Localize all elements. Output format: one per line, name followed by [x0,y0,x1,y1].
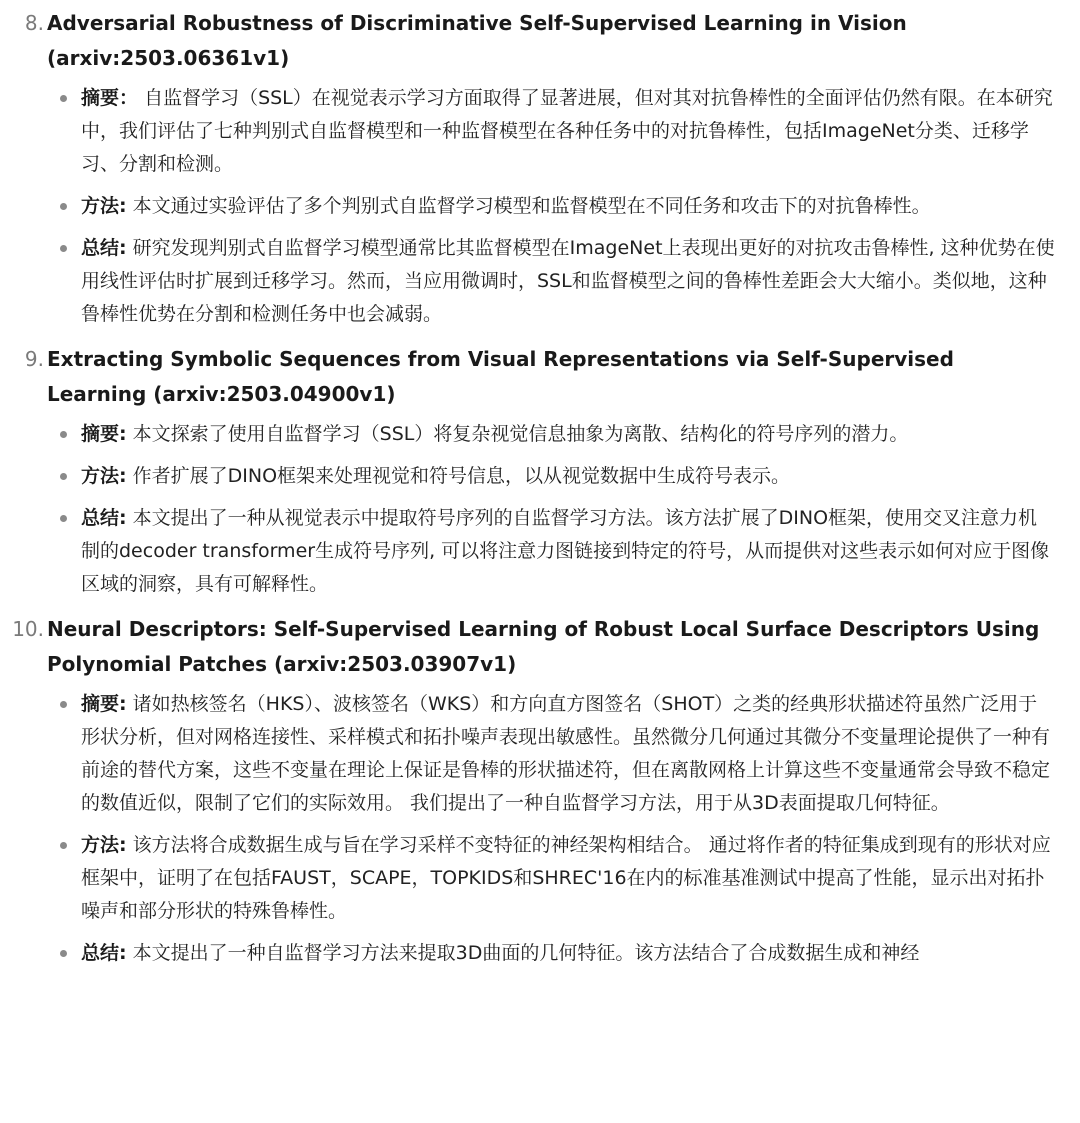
point-method [47,190,1056,223]
bullet-dot-icon [60,515,67,522]
paper-title: Adversarial Robustness of Discriminative Self-Supervised Learning in Vision (arxiv:2503.06361v1) [47,11,907,70]
paper-title: Extracting Symbolic Sequences from Visual Representations via Self-Supervised Learning (arxiv:2503.04900v1) [47,347,954,406]
point-label: 总结: [81,237,127,259]
point-label: 总结: [81,507,127,529]
point-text: 本文通过实验评估了多个判别式自监督学习模型和监督模型在不同任务和攻击下的对抗鲁棒性。 [132,195,931,217]
paper-points [47,418,1056,601]
point-label: 方法: [81,195,127,217]
point-text: 自监督学习（SSL）在视觉表示学习方面取得了显著进展，但对其对抗鲁棒性的全面评估仍然有限。在本研究中，我们评估了七种判别式自监督模型和一种监督模型在各种任务中的对抗鲁棒性，包括ImageNet分类、迁移学习、分割和检测。 [81,87,1053,175]
paper-number: 9. [24,347,44,371]
point-text: 本文提出了一种自监督学习方法来提取3D曲面的几何特征。该方法结合了合成数据生成和神经 [132,942,920,964]
point-method [47,460,1056,493]
point-label: 方法: [81,465,127,487]
point-method [47,829,1056,928]
point-label: 总结: [81,942,127,964]
bullet-dot-icon [60,701,67,708]
bullet-dot-icon [60,95,67,102]
point-text: 该方法将合成数据生成与旨在学习采样不变特征的神经架构相结合。 通过将作者的特征集成到现有的形状对应框架中，证明了在包括FAUST，SCAPE，TOPKIDS和SHREC'16在内的标准基准测试中提高了性能，显示出对拓扑噪声和部分形状的特殊鲁棒性。 [81,834,1051,922]
bullet-dot-icon [60,203,67,210]
bullet-dot-icon [60,842,67,849]
paper-points [47,688,1056,970]
paper-title: Neural Descriptors: Self-Supervised Learning of Robust Local Surface Descriptors Using Polynomial Patches (arxiv:2503.03907v1) [47,617,1040,676]
paper-item [0,340,1056,601]
point-label: 摘要： [81,87,139,109]
bullet-dot-icon [60,473,67,480]
point-abstract [47,418,1056,451]
point-summary [47,232,1056,331]
point-text: 本文探索了使用自监督学习（SSL）将复杂视觉信息抽象为离散、结构化的符号序列的潜力。 [132,423,909,445]
point-text: 本文提出了一种从视觉表示中提取符号序列的自监督学习方法。该方法扩展了DINO框架，使用交叉注意力机制的decoder transformer生成符号序列, 可以将注意力图链接到特定的符号，从而提供对这些表示如何对应于图像区域的洞察，具有可解释性。 [81,507,1050,595]
paper-item [0,4,1056,331]
point-abstract [47,82,1056,181]
point-label: 方法: [81,834,127,856]
bullet-dot-icon [60,950,67,957]
point-text: 作者扩展了DINO框架来处理视觉和符号信息，以从视觉数据中生成符号表示。 [132,465,791,487]
paper-points [47,82,1056,331]
point-label: 摘要: [81,693,127,715]
paper-item [0,610,1056,970]
point-label: 摘要: [81,423,127,445]
point-text: 诸如热核签名（HKS）、波核签名（WKS）和方向直方图签名（SHOT）之类的经典形状描述符虽然广泛用于形状分析，但对网格连接性、采样模式和拓扑噪声表现出敏感性。虽然微分几何通过其微分不变量理论提供了一种有前途的替代方案，这些不变量在理论上保证是鲁棒的形状描述符，但在离散网格上计算这些不变量通常会导致不稳定的数值近似，限制了它们的实际效用。 我们提出了一种自监督学习方法，用于从3D表面提取几何特征。 [81,693,1051,814]
paper-number: 8. [24,11,44,35]
point-abstract [47,688,1056,820]
point-summary [47,937,1056,970]
paper-number: 10. [12,617,44,641]
point-summary [47,502,1056,601]
point-text: 研究发现判别式自监督学习模型通常比其监督模型在ImageNet上表现出更好的对抗攻击鲁棒性, 这种优势在使用线性评估时扩展到迁移学习。然而，当应用微调时，SSL和监督模型之间的鲁棒性差距会大大缩小。类似地，这种鲁棒性优势在分割和检测任务中也会减弱。 [81,237,1055,325]
bullet-dot-icon [60,245,67,252]
bullet-dot-icon [60,431,67,438]
